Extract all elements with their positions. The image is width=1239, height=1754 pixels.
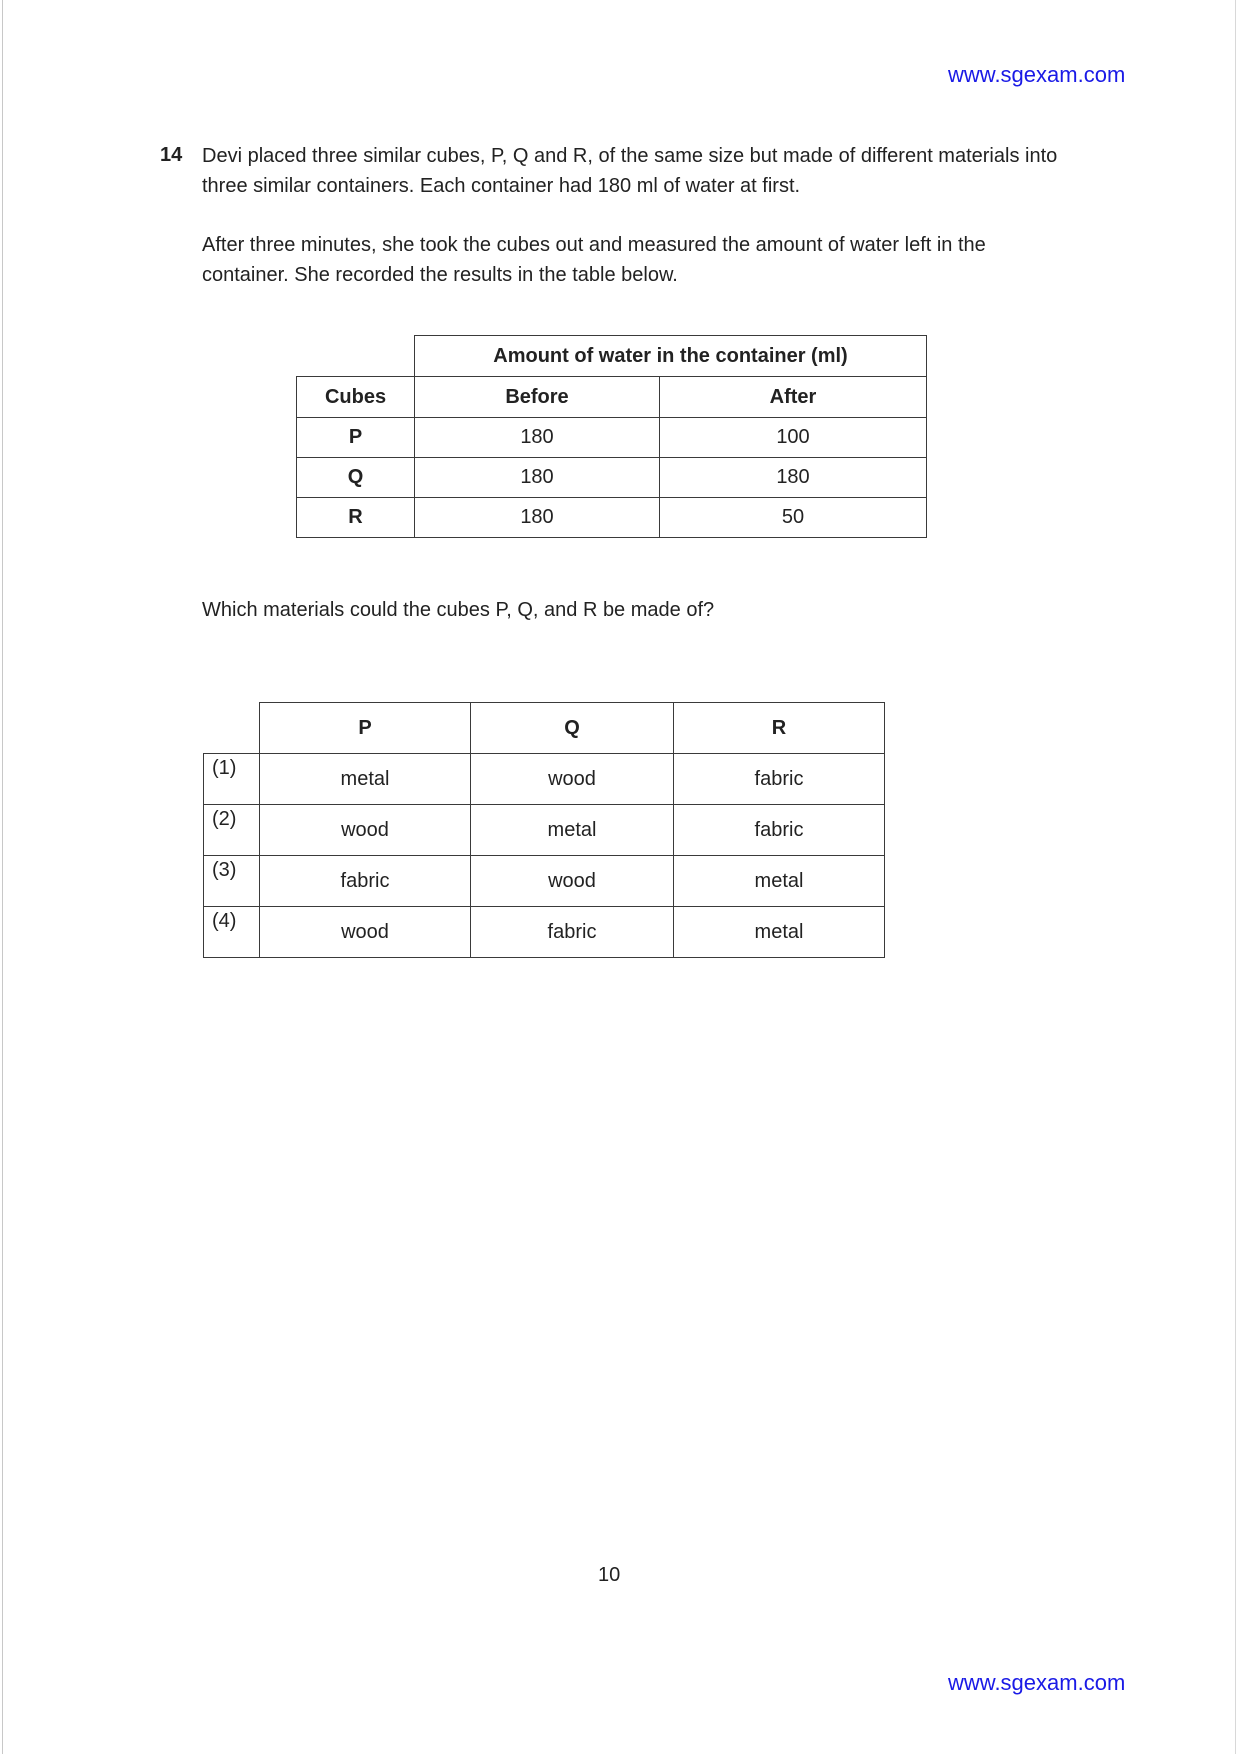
before-cell: 180	[415, 418, 660, 458]
option-q-cell: metal	[471, 805, 674, 856]
results-header-row	[297, 377, 927, 418]
header-cubes: Cubes	[297, 377, 415, 418]
after-cell: 180	[660, 458, 927, 498]
group-header: Amount of water in the container (ml)	[415, 336, 927, 377]
footer-site-link[interactable]: www.sgexam.com	[948, 1670, 1126, 1695]
results-group-header-row	[297, 336, 927, 377]
header-p: P	[260, 703, 471, 754]
cube-cell: Q	[297, 458, 415, 498]
option-row-3[interactable]	[204, 856, 885, 907]
blank-corner-cell	[297, 336, 415, 377]
question-paragraph-2: After three minutes, she took the cubes out and measured the amount of water left in the container. She recorded the results in the table below.	[202, 234, 986, 286]
option-r-cell: metal	[674, 856, 885, 907]
before-cell: 180	[415, 498, 660, 538]
option-q-cell: wood	[471, 856, 674, 907]
option-r-cell: metal	[674, 907, 885, 958]
question-prompt: Which materials could the cubes P, Q, and R be made of?	[202, 599, 715, 621]
option-label[interactable]: (1)	[204, 754, 260, 805]
blank-corner-cell	[204, 703, 260, 754]
page-right-edge	[1235, 0, 1236, 1754]
option-row-2[interactable]	[204, 805, 885, 856]
after-cell: 100	[660, 418, 927, 458]
header-q: Q	[471, 703, 674, 754]
cube-cell: R	[297, 498, 415, 538]
cube-cell: P	[297, 418, 415, 458]
option-label[interactable]: (4)	[204, 907, 260, 958]
question-paragraph-1: Devi placed three similar cubes, P, Q and R, of the same size but made of different materials into three similar containers. Each container had 180 ml of water at first.	[202, 145, 1058, 197]
options-header-row	[204, 703, 885, 754]
options-table	[203, 702, 885, 958]
header-r: R	[674, 703, 885, 754]
option-p-cell: wood	[260, 907, 471, 958]
option-row-4[interactable]	[204, 907, 885, 958]
option-label[interactable]: (2)	[204, 805, 260, 856]
page-number: 10	[598, 1564, 621, 1586]
option-r-cell: fabric	[674, 805, 885, 856]
option-q-cell: fabric	[471, 907, 674, 958]
table-row	[297, 498, 927, 538]
option-p-cell: metal	[260, 754, 471, 805]
option-p-cell: wood	[260, 805, 471, 856]
after-cell: 50	[660, 498, 927, 538]
table-row	[297, 418, 927, 458]
option-r-cell: fabric	[674, 754, 885, 805]
option-label[interactable]: (3)	[204, 856, 260, 907]
option-p-cell: fabric	[260, 856, 471, 907]
option-q-cell: wood	[471, 754, 674, 805]
question-number: 14	[160, 144, 183, 166]
header-after: After	[660, 377, 927, 418]
page-left-edge	[2, 0, 3, 1754]
results-table	[296, 335, 927, 538]
header-before: Before	[415, 377, 660, 418]
header-site-link[interactable]: www.sgexam.com	[948, 62, 1126, 87]
before-cell: 180	[415, 458, 660, 498]
option-row-1[interactable]	[204, 754, 885, 805]
table-row	[297, 458, 927, 498]
